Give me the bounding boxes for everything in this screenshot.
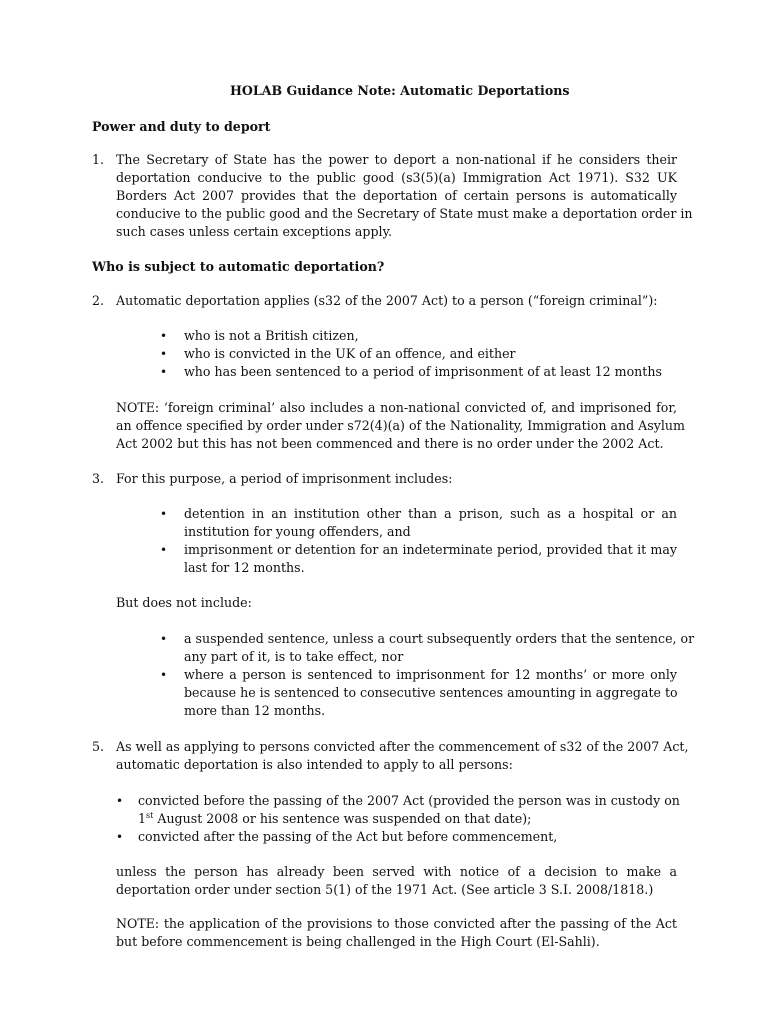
document-title: HOLAB Guidance Note: Automatic Deportations	[230, 83, 570, 98]
bullet-glyph: •	[160, 329, 168, 343]
note-line: but before commencement is being challenged in the High Court (El-Sahli).	[116, 934, 600, 949]
paragraph-line: such cases unless certain exceptions apply.	[116, 224, 393, 239]
section-heading-power: Power and duty to deport	[92, 119, 271, 134]
bullet-item-line: because he is sentenced to consecutive sentences amounting in aggregate to	[184, 685, 678, 700]
paragraph-number: 1.	[92, 152, 105, 167]
bullet-item: who is not a British citizen,	[184, 328, 359, 343]
section-heading-who: Who is subject to automatic deportation?	[92, 259, 385, 274]
paragraph-number: 3.	[92, 471, 105, 486]
paragraph-line: conducive to the public good and the Secretary of State must make a deportation order in	[116, 206, 693, 221]
bullet-item-line	[138, 810, 531, 828]
bullet-item: who has been sentenced to a period of imprisonment of at least 12 months	[184, 364, 662, 379]
paragraph-line: automatic deportation is also intended to apply to all persons:	[116, 757, 513, 772]
paragraph-line: For this purpose, a period of imprisonment includes:	[116, 471, 453, 486]
bullet-item-text: August 2008 or his sentence was suspended on that date);	[153, 811, 532, 826]
paragraph-line: deportation order under section 5(1) of the 1971 Act. (See article 3 S.I. 2008/1818.)	[116, 882, 654, 897]
bullet-item-line: institution for young offenders, and	[184, 524, 411, 539]
note-line: Act 2002 but this has not been commenced and there is no order under the 2002 Act.	[116, 436, 664, 451]
bullet-item-line: more than 12 months.	[184, 703, 326, 718]
bullet-glyph: •	[160, 668, 168, 682]
bullet-item: convicted after the passing of the Act but before commencement,	[138, 829, 558, 844]
bullet-glyph: •	[160, 347, 168, 361]
paragraph-line: deportation conducive to the public good (s3(5)(a) Immigration Act 1971). S32 UK	[116, 170, 677, 185]
ordinal-suffix: st	[146, 810, 154, 820]
bullet-glyph: •	[160, 365, 168, 379]
paragraph-line: But does not include:	[116, 595, 252, 610]
paragraph-line: Borders Act 2007 provides that the deportation of certain persons is automatically	[116, 188, 677, 203]
note-line: NOTE: ‘foreign criminal’ also includes a non-national convicted of, and imprisoned for,	[116, 400, 677, 415]
ordinal-number: 1	[138, 811, 147, 826]
note-line: NOTE: the application of the provisions to those convicted after the passing of the Act	[116, 916, 677, 931]
note-line: an offence specified by order under s72(4)(a) of the Nationality, Immigration and Asylum	[116, 418, 685, 433]
paragraph-line: As well as applying to persons convicted after the commencement of s32 of the 2007 Act,	[116, 739, 689, 754]
paragraph-number: 5.	[92, 739, 105, 754]
paragraph-number: 2.	[92, 293, 105, 308]
bullet-item-line: imprisonment or detention for an indeterminate period, provided that it may	[184, 542, 677, 557]
bullet-item: who is convicted in the UK of an offence, and either	[184, 346, 516, 361]
bullet-item-line: detention in an institution other than a prison, such as a hospital or an	[184, 506, 677, 521]
paragraph-line: unless the person has already been served with notice of a decision to make a	[116, 864, 677, 879]
bullet-glyph: •	[160, 543, 168, 557]
paragraph-line: The Secretary of State has the power to deport a non-national if he considers their	[116, 152, 677, 167]
bullet-item-line: convicted before the passing of the 2007 Act (provided the person was in custody on	[138, 793, 680, 808]
paragraph-line: Automatic deportation applies (s32 of the 2007 Act) to a person (“foreign criminal”):	[116, 293, 658, 308]
bullet-item-line: where a person is sentenced to imprisonment for 12 months’ or more only	[184, 667, 677, 682]
bullet-item-line: any part of it, is to take effect, nor	[184, 649, 404, 664]
bullet-item-line: a suspended sentence, unless a court subsequently orders that the sentence, or	[184, 631, 695, 646]
bullet-item-line: last for 12 months.	[184, 560, 305, 575]
bullet-glyph: •	[160, 632, 168, 646]
bullet-glyph: •	[116, 794, 124, 808]
bullet-glyph: •	[116, 830, 124, 844]
bullet-glyph: •	[160, 507, 168, 521]
